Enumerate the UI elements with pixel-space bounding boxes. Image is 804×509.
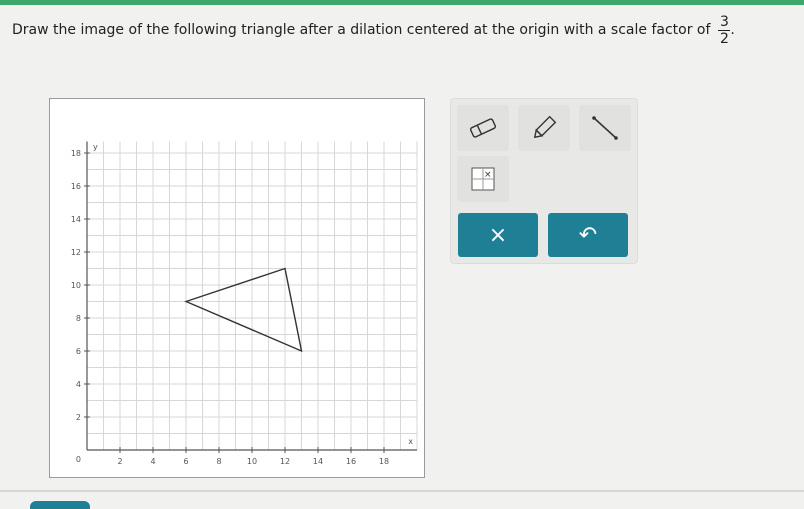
svg-text:×: × xyxy=(484,170,492,180)
clear-button[interactable] xyxy=(458,213,538,257)
point-tool-button[interactable] xyxy=(457,156,509,202)
x-tick-label: 6 xyxy=(183,457,189,466)
y-tick-label: 12 xyxy=(70,248,81,257)
x-tick-label: 18 xyxy=(378,457,390,466)
triangle xyxy=(186,269,302,352)
x-tick-label: 10 xyxy=(246,457,258,466)
question-end-punctuation: . xyxy=(730,22,735,38)
eraser-icon xyxy=(468,117,498,139)
y-tick-label: 6 xyxy=(75,347,81,356)
undo-button[interactable] xyxy=(548,213,628,257)
question-prompt xyxy=(12,12,802,48)
pencil-icon xyxy=(529,113,559,143)
x-tick-label: 14 xyxy=(312,457,324,466)
line-segment-icon xyxy=(589,113,621,143)
x-tick-label: 16 xyxy=(345,457,357,466)
close-icon: × xyxy=(488,222,508,248)
pencil-tool-button[interactable] xyxy=(518,105,570,151)
y-axis-label: y xyxy=(93,142,98,152)
question-text: Draw the image of the following triangle after a dilation centered at the origin with a scale factor of xyxy=(12,22,711,38)
coordinate-grid[interactable] xyxy=(50,99,424,477)
line-tool-button[interactable] xyxy=(579,105,631,151)
y-tick-label: 10 xyxy=(70,281,81,290)
top-accent-bar xyxy=(0,0,804,5)
x-tick-label: 2 xyxy=(117,457,123,466)
footer-divider xyxy=(0,490,804,492)
x-axis-label: x xyxy=(408,437,413,446)
y-tick-label: 4 xyxy=(75,380,81,389)
eraser-tool-button[interactable] xyxy=(457,105,509,151)
x-tick-label: 12 xyxy=(279,457,291,466)
y-tick-label: 14 xyxy=(70,215,81,224)
origin-label: 0 xyxy=(75,455,81,464)
fraction-denominator: 2 xyxy=(719,30,729,47)
undo-icon: ↶ xyxy=(578,222,598,248)
x-tick-label: 4 xyxy=(150,457,156,466)
y-tick-label: 8 xyxy=(75,314,81,323)
tool-panel xyxy=(450,98,638,264)
x-tick-label: 8 xyxy=(216,457,222,466)
y-tick-label: 16 xyxy=(70,182,81,191)
fraction-numerator: 3 xyxy=(719,13,729,30)
y-tick-label: 18 xyxy=(70,149,81,158)
graph-area[interactable] xyxy=(49,98,425,478)
y-tick-label: 2 xyxy=(75,413,81,422)
coordinate-point-icon xyxy=(469,165,497,193)
scale-factor-fraction xyxy=(718,14,730,47)
footer-tab[interactable] xyxy=(30,501,90,509)
